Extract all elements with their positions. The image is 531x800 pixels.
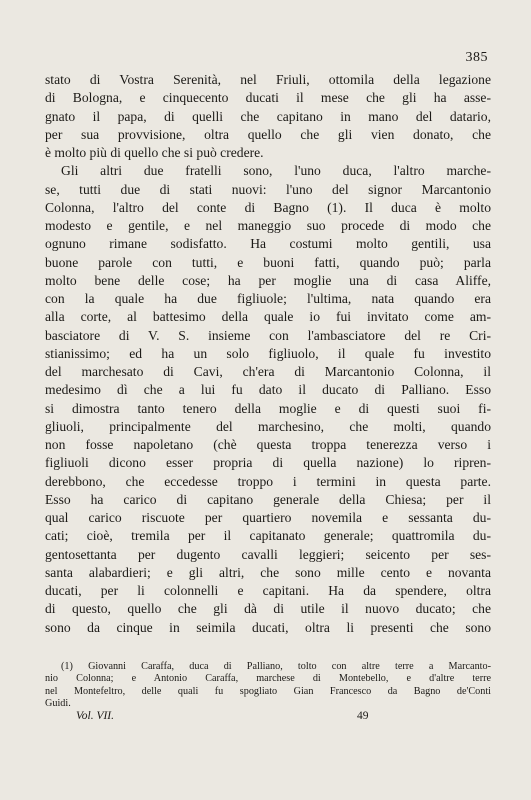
text-line: ducati, per li colonnelli e capitani. Ha da spendere, oltra xyxy=(45,583,491,598)
text-line: qual carico riscuote per quartiero novemila e sessanta du- xyxy=(45,510,491,525)
text-line: gentosettanta per dugento cavalli leggieri; seicento per ses- xyxy=(45,546,491,562)
text-line: Colonna, l'altro del conte di Bagno (1). Il duca è molto xyxy=(45,199,491,215)
text-line: di questo, quello che gli dà di utile il nuovo ducato; che xyxy=(45,601,491,617)
text-line: buone parole con tutti, e buoni fatti, quando può; parla xyxy=(45,254,491,270)
paragraph-1 xyxy=(45,71,491,162)
footnote xyxy=(45,661,491,710)
footnote-line: nel Montefeltro, delle quali fu spogliato Gian Francesco da Bagno de'Conti xyxy=(45,685,491,697)
text-line: molto bene delle cose; ha per moglie una di casa Aliffe, xyxy=(45,272,491,288)
text-line: modesto e gentile, e nel maneggio suo procede di modo che xyxy=(45,218,491,233)
body-text xyxy=(45,71,491,637)
text-line: del marchesato di Cavi, ch'era di Marcantonio Colonna, il xyxy=(45,364,491,379)
text-line: santa alabardieri; e gli altri, che sono mille cento e novanta xyxy=(45,564,491,580)
text-line: stianissimo; ed ha un solo figliuolo, il quale fu investito xyxy=(45,345,491,361)
text-line: gnato il papa, di quelli che capitano in mano del datario, xyxy=(45,108,491,124)
footnote-line: nio Colonna; e Antonio Caraffa, marchese di Montebello, e d'altre terre xyxy=(45,673,491,685)
text-line: si dimostra tanto tenero della moglie e di questi suoi fi- xyxy=(45,400,491,416)
text-line: Esso ha carico di capitano generale della Chiesa; per il xyxy=(45,491,491,507)
text-line: stato di Vostra Serenità, nel Friuli, ottomila della legazione xyxy=(45,72,491,87)
text-line: basciatore di V. S. insieme con l'ambasciatore del re Cri- xyxy=(45,327,491,343)
text-line: Gli altri due fratelli sono, l'uno duca, l'altro marche- xyxy=(61,163,491,179)
volume-label: Vol. VII. xyxy=(76,710,115,722)
text-line: derebbono, che eccedesse troppo i termini in questa parte. xyxy=(45,473,491,489)
text-line: figliuoli dicono esser propria di quella nazione) lo ripren- xyxy=(45,455,491,471)
text-line: medesimo dì che a lui fu dato il ducato di Palliano. Esso xyxy=(45,382,491,398)
text-line: gliuoli, principalmente del marchesino, che molti, quando xyxy=(45,418,491,434)
text-line: sono da cinque in seimila ducati, oltra li presenti che sono xyxy=(45,619,491,635)
text-line: per sua provvisione, oltra quello che gli vien donato, che xyxy=(45,126,491,142)
text-line: se, tutti due di stati nuovi: l'uno del signor Marcantonio xyxy=(45,181,491,197)
text-line: ognuno rimane sodisfatto. Ha costumi molto gentili, usa xyxy=(45,236,491,252)
text-line: è molto più di quello che si può credere. xyxy=(45,145,264,160)
footnote-line: Guidi. xyxy=(45,697,71,709)
page-number: 385 xyxy=(465,50,488,65)
text-line: non fosse napoletano (chè questa troppa tenerezza verso i xyxy=(45,437,491,452)
text-line: con la quale ha due figliuole; l'ultima, nata quando era xyxy=(45,291,491,306)
text-line: cati; cioè, tremila per il capitanato generale; quattromila du- xyxy=(45,528,491,544)
signature-mark: 49 xyxy=(357,710,369,722)
text-line: alla corte, al battesimo della quale io fui invitato come am- xyxy=(45,309,491,325)
paragraph-2 xyxy=(45,162,491,637)
footnote-line: (1) Giovanni Caraffa, duca di Palliano, tolto con altre terre a Marcanto- xyxy=(61,661,491,672)
text-line: di Bologna, e cinquecento ducati il mese che gli ha asse- xyxy=(45,90,491,106)
